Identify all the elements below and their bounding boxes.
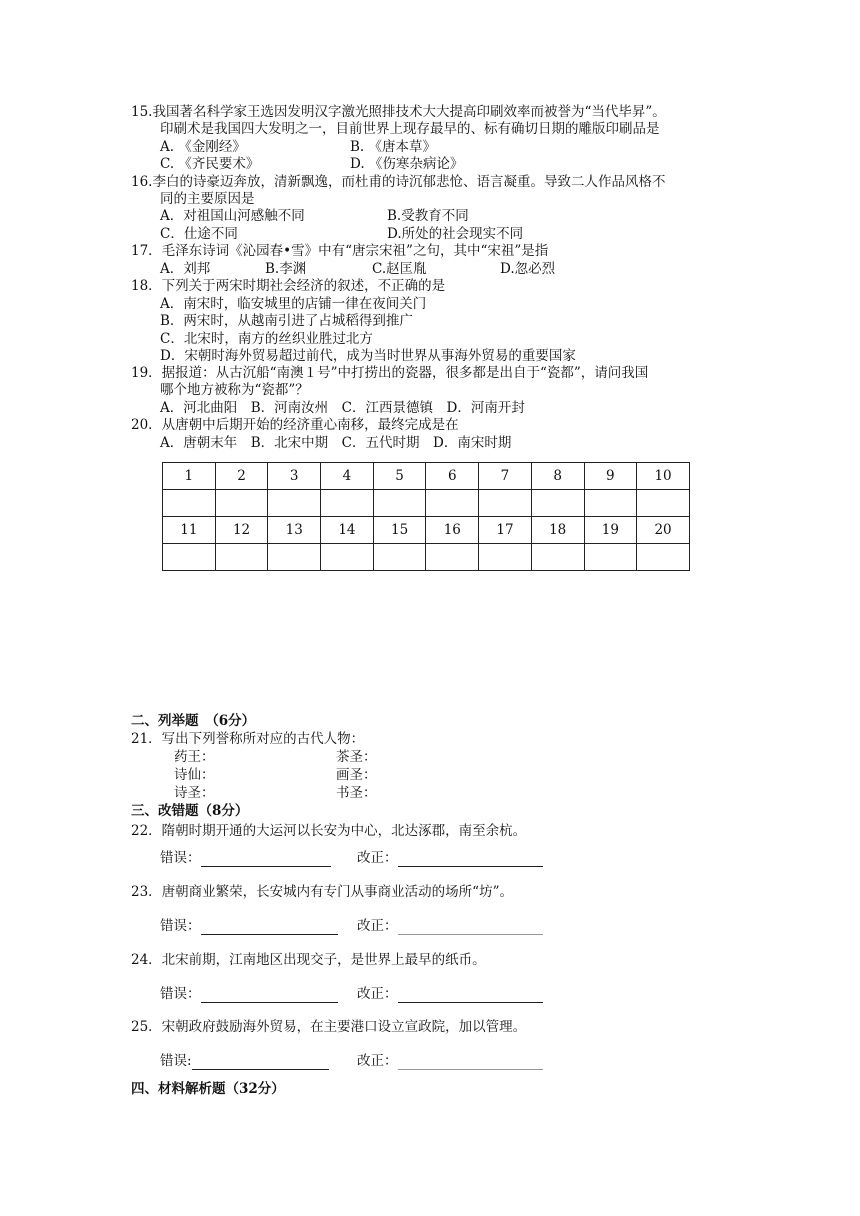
correction-row [357,918,543,935]
option-a: A. 《金刚经》 [160,139,246,155]
grid-number: 18 [531,517,584,544]
question-19-cont: 哪个地方被称为“瓷都”？ [160,382,309,398]
fill-label: 书圣： [336,785,377,801]
question-16: 16.李白的诗豪迈奔放，清新飘逸，而杜甫的诗沉郁悲怆、语言凝重。导致二人作品风格不 [131,174,666,190]
answer-cell[interactable] [426,490,479,517]
answer-grid-header-row [163,517,690,544]
grid-number: 14 [321,517,374,544]
section-title: 四、材料解析题（32分） [131,1081,285,1097]
section-title: 三、改错题（8分） [131,803,249,819]
answer-cell[interactable] [268,544,321,571]
grid-number: 16 [426,517,479,544]
option-c: C. 《齐民要术》 [160,156,260,172]
option-c: C．仕途不同 [160,226,238,242]
fix-blank[interactable] [398,1055,543,1070]
grid-number: 13 [268,517,321,544]
fix-label: 改正： [357,850,398,866]
correction-row [160,986,338,1003]
option-a: A．对祖国山河感触不同 [160,208,305,224]
fix-label: 改正： [357,918,398,934]
correction-row [357,986,543,1003]
answer-cell[interactable] [215,544,268,571]
grid-number: 5 [373,463,426,490]
answer-cell[interactable] [163,490,216,517]
section-title: 二、列举题 （6分） [131,713,256,729]
wrong-blank[interactable] [201,852,331,867]
correction-row [357,1053,543,1070]
answer-cell[interactable] [321,490,374,517]
correction-row [357,850,543,867]
grid-number: 19 [584,517,637,544]
wrong-blank[interactable] [201,988,338,1003]
answer-cell[interactable] [584,544,637,571]
option-d: D. 《伤寒杂病论》 [350,156,464,172]
answer-cell[interactable] [268,490,321,517]
option-d: D.所处的社会现实不同 [387,226,524,242]
option-c: C.赵匡胤 [372,261,427,277]
answer-grid-blank-row [163,544,690,571]
grid-number: 11 [163,517,216,544]
answer-cell[interactable] [479,544,532,571]
question-19: 19．据报道：从古沉船“南澳１号”中打捞出的瓷器，很多都是出自于“瓷都”，请问我国 [131,365,649,381]
correction-row [160,850,331,867]
wrong-label: 错误： [160,986,201,1002]
grid-number: 9 [584,463,637,490]
option-b: B. 《唐本草》 [350,139,437,155]
question-18: 18．下列关于两宋时期社会经济的叙述，不正确的是 [131,278,446,294]
grid-number: 6 [426,463,479,490]
grid-number: 12 [215,517,268,544]
grid-number: 17 [479,517,532,544]
answer-cell[interactable] [215,490,268,517]
fix-label: 改正： [357,1053,398,1069]
option-b: B.李渊 [265,261,307,277]
answer-grid [162,462,690,571]
fill-label: 诗仙： [174,767,215,783]
fill-label: 药王： [174,749,215,765]
question-24: 24．北宋前期，江南地区出现交子，是世界上最早的纸币。 [131,952,486,968]
fix-blank[interactable] [398,852,543,867]
grid-number: 1 [163,463,216,490]
question-17: 17．毛泽东诗词《沁园春•雪》中有“唐宗宋祖”之句，其中“宋祖”是指 [131,243,549,259]
grid-number: 15 [373,517,426,544]
answer-cell[interactable] [163,544,216,571]
wrong-blank[interactable] [201,920,338,935]
wrong-label: 错误： [160,918,201,934]
grid-number: 20 [637,517,690,544]
fix-blank[interactable] [398,920,543,935]
correction-row [160,918,338,935]
options-row: A．河北曲阳 B．河南汝州 C．江西景德镇 D．河南开封 [160,400,525,416]
answer-cell[interactable] [373,490,426,517]
answer-cell[interactable] [637,544,690,571]
grid-number: 10 [637,463,690,490]
grid-number: 7 [479,463,532,490]
question-15-cont: 印刷术是我国四大发明之一，目前世界上现存最早的、标有确切日期的雕版印刷品是 [160,121,660,137]
question-25: 25．宋朝政府鼓励海外贸易，在主要港口设立宣政院，加以管理。 [131,1019,527,1035]
question-23: 23．唐朝商业繁荣，长安城内有专门从事商业活动的场所“坊”。 [131,884,513,900]
answer-cell[interactable] [479,490,532,517]
answer-cell[interactable] [637,490,690,517]
option-b: B．两宋时，从越南引进了占城稻得到推广 [160,313,413,329]
question-20: 20．从唐朝中后期开始的经济重心南移，最终完成是在 [131,417,459,433]
fill-label: 茶圣： [336,749,377,765]
answer-cell[interactable] [531,544,584,571]
options-row: A．唐朝末年 B．北宋中期 C．五代时期 D．南宋时期 [160,435,512,451]
question-22: 22．隋朝时期开通的大运河以长安为中心，北达涿郡，南至余杭。 [131,823,527,839]
grid-number: 4 [321,463,374,490]
wrong-label: 错误： [160,850,201,866]
option-d: D．宋朝时海外贸易超过前代，成为当时世界从事海外贸易的重要国家 [160,348,576,364]
question-16-cont: 同的主要原因是 [160,191,255,207]
answer-cell[interactable] [321,544,374,571]
option-a: A．南宋时，临安城里的店铺一律在夜间关门 [160,296,427,312]
option-d: D.忽必烈 [500,261,556,277]
fill-label: 画圣： [336,767,377,783]
answer-cell[interactable] [426,544,479,571]
grid-number: 8 [531,463,584,490]
grid-number: 3 [268,463,321,490]
answer-grid-header-row [163,463,690,490]
question-15: 15.我国著名科学家王选因发明汉字激光照排技术大大提高印刷效率而被誉为“当代毕昇”。 [131,104,666,120]
answer-cell[interactable] [531,490,584,517]
correction-row [160,1053,329,1070]
wrong-label: 错误: [160,1053,192,1069]
grid-number: 2 [215,463,268,490]
fill-label: 诗圣： [174,785,215,801]
answer-cell[interactable] [373,544,426,571]
question-21: 21．写出下列誉称所对应的古代人物： [131,731,365,747]
fix-label: 改正： [357,986,398,1002]
answer-cell[interactable] [584,490,637,517]
option-c: C．北宋时，南方的丝织业胜过北方 [160,331,373,347]
option-b: B.受教育不同 [387,208,469,224]
answer-grid-blank-row [163,490,690,517]
fix-blank[interactable] [398,988,543,1003]
option-a: A．刘邦 [160,261,211,277]
wrong-blank[interactable] [192,1055,329,1070]
